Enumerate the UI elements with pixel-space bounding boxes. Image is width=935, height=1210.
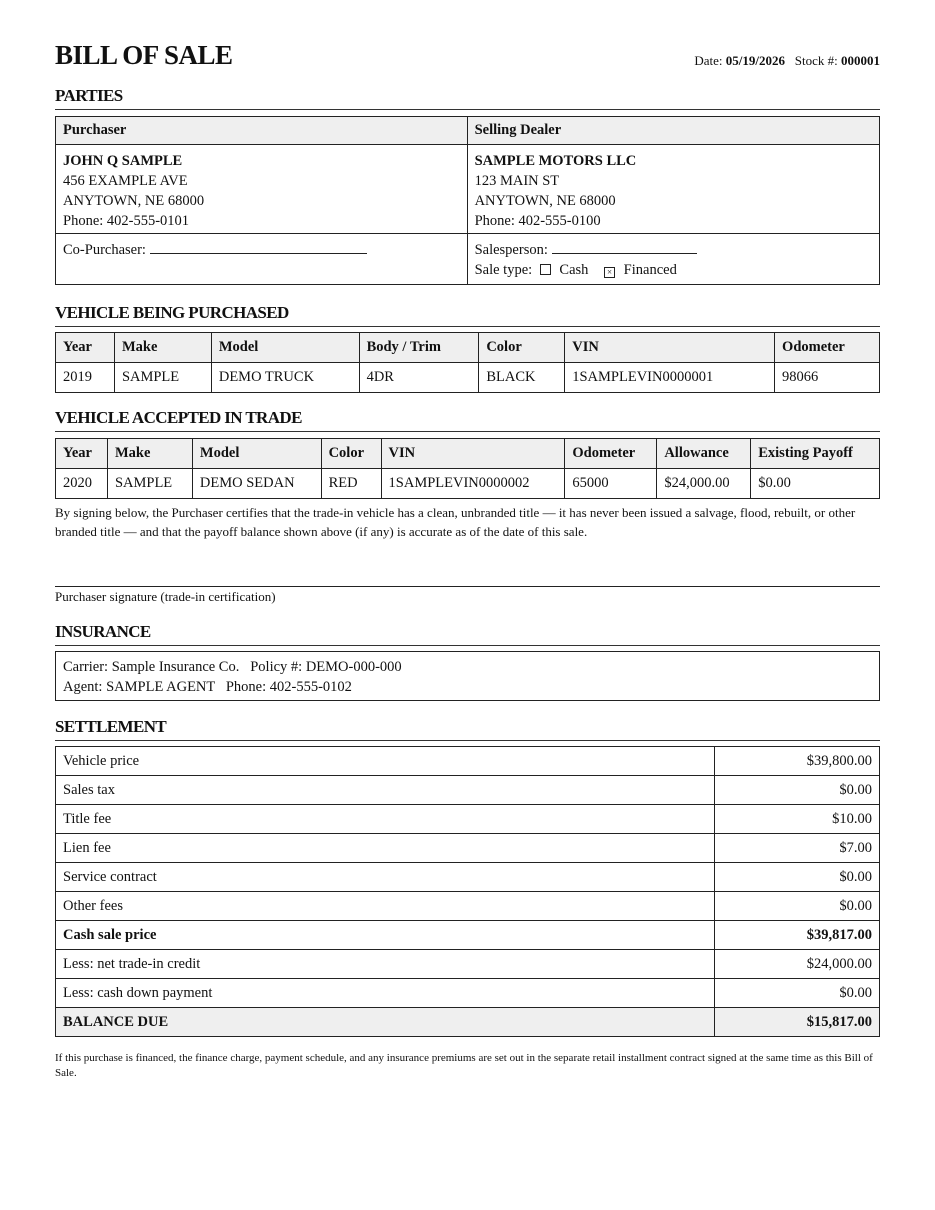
trade-col-odometer: Odometer [565, 439, 657, 469]
vehicle-col-body: Body / Trim [359, 333, 479, 363]
trade-vin: 1SAMPLEVIN0000002 [381, 469, 565, 499]
trade-odometer: 65000 [565, 469, 657, 499]
dealer-phone: Phone: 402-555-0100 [474, 213, 601, 229]
cash-checkbox[interactable] [540, 264, 551, 275]
settlement-row [56, 892, 880, 921]
page-title: BILL OF SALE [55, 40, 233, 70]
settlement-amount: $7.00 [715, 834, 880, 863]
vehicle-vin: 1SAMPLEVIN0000001 [565, 363, 775, 393]
settlement-row [56, 834, 880, 863]
purchaser-phone: Phone: 402-555-0101 [63, 213, 190, 229]
settlement-row [56, 950, 880, 979]
sale-type-label: Sale type: [474, 262, 533, 278]
dealer-city: ANYTOWN, NE 68000 [474, 193, 616, 209]
settlement-amount: $39,800.00 [715, 747, 880, 776]
trade-heading: VEHICLE ACCEPTED IN TRADE [55, 408, 880, 432]
insurance-agent-line: Agent: SAMPLE AGENT Phone: 402-555-0102 [63, 679, 352, 695]
vehicle-col-color: Color [479, 333, 565, 363]
purchaser-city: ANYTOWN, NE 68000 [63, 193, 205, 209]
vehicle-col-odometer: Odometer [775, 333, 880, 363]
document-meta [694, 53, 880, 69]
cash-sale-price-row [56, 921, 880, 950]
salesperson-label: Salesperson: [474, 242, 548, 258]
settlement-amount: $0.00 [715, 776, 880, 805]
cash-label: Cash [559, 262, 589, 278]
vehicle-col-model: Model [211, 333, 359, 363]
stock-value: 000001 [841, 53, 880, 68]
settlement-amount: $0.00 [715, 892, 880, 921]
vehicle-col-make: Make [114, 333, 211, 363]
trade-col-vin: VIN [381, 439, 565, 469]
co-purchaser-field[interactable] [150, 241, 367, 254]
trade-year: 2020 [56, 469, 108, 499]
settlement-row [56, 863, 880, 892]
settlement-label: Cash sale price [56, 921, 715, 950]
trade-table [55, 438, 880, 499]
settlement-amount: $0.00 [715, 979, 880, 1008]
trade-col-model: Model [192, 439, 321, 469]
settlement-amount: $24,000.00 [715, 950, 880, 979]
trade-col-allowance: Allowance [657, 439, 751, 469]
co-purchaser-label: Co-Purchaser: [63, 242, 146, 258]
trade-col-year: Year [56, 439, 108, 469]
trade-payoff: $0.00 [751, 469, 880, 499]
parties-heading: PARTIES [55, 86, 880, 110]
settlement-table [55, 746, 880, 1037]
signature-line[interactable] [55, 586, 880, 587]
settlement-label: Other fees [56, 892, 715, 921]
vehicle-color: BLACK [479, 363, 565, 393]
footer-note: If this purchase is financed, the finance charge, payment schedule, and any insurance premiums are set out in the separate retail installment contract signed at the same time as this Bill of Sale. [55, 1052, 873, 1079]
settlement-row [56, 805, 880, 834]
trade-certification-text: By signing below, the Purchaser certifies that the trade-in vehicle has a clean, unbranded title — it has never been issued a salvage, flood, rebuilt, or other branded title — and that the payoff balance shown above (if any) is accurate as of the date of this sale. [55, 505, 856, 539]
stock-label: Stock #: [794, 53, 838, 68]
vehicle-year: 2019 [56, 363, 115, 393]
dealer-header: Selling Dealer [467, 117, 879, 145]
settlement-row [56, 776, 880, 805]
settlement-amount: $15,817.00 [715, 1008, 880, 1037]
vehicle-heading: VEHICLE BEING PURCHASED [55, 303, 880, 327]
trade-model: DEMO SEDAN [192, 469, 321, 499]
signature-label: Purchaser signature (trade-in certification) [55, 589, 276, 604]
purchaser-address: 456 EXAMPLE AVE [63, 173, 188, 189]
vehicle-body: 4DR [359, 363, 479, 393]
settlement-label: Less: cash down payment [56, 979, 715, 1008]
purchaser-header: Purchaser [56, 117, 468, 145]
settlement-label: Lien fee [56, 834, 715, 863]
trade-col-payoff: Existing Payoff [751, 439, 880, 469]
balance-due-row [56, 1008, 880, 1037]
insurance-carrier-line: Carrier: Sample Insurance Co. Policy #: DEMO-000-000 [63, 659, 402, 675]
date-value: 05/19/2026 [725, 53, 786, 68]
vehicle-table [55, 332, 880, 393]
insurance-box [55, 651, 880, 701]
financed-checkbox[interactable]: × [604, 267, 615, 278]
vehicle-col-vin: VIN [565, 333, 775, 363]
co-purchaser-cell [56, 234, 468, 285]
trade-col-color: Color [321, 439, 381, 469]
vehicle-col-year: Year [56, 333, 115, 363]
settlement-label: Less: net trade-in credit [56, 950, 715, 979]
table-row [56, 363, 880, 393]
trade-color: RED [321, 469, 381, 499]
trade-allowance: $24,000.00 [657, 469, 751, 499]
dealer-info [467, 145, 879, 234]
salesperson-field[interactable] [552, 241, 697, 254]
salesperson-cell [467, 234, 879, 285]
date-label: Date: [694, 53, 723, 68]
insurance-heading: INSURANCE [55, 622, 880, 646]
trade-make: SAMPLE [107, 469, 192, 499]
settlement-heading: SETTLEMENT [55, 717, 880, 741]
settlement-amount: $10.00 [715, 805, 880, 834]
trade-col-make: Make [107, 439, 192, 469]
settlement-label: Vehicle price [56, 747, 715, 776]
settlement-label: Service contract [56, 863, 715, 892]
vehicle-model: DEMO TRUCK [211, 363, 359, 393]
settlement-label: Title fee [56, 805, 715, 834]
settlement-row [56, 747, 880, 776]
vehicle-odometer: 98066 [775, 363, 880, 393]
settlement-amount: $39,817.00 [715, 921, 880, 950]
settlement-label: Sales tax [56, 776, 715, 805]
settlement-label: BALANCE DUE [56, 1008, 715, 1037]
dealer-name: SAMPLE MOTORS LLC [474, 153, 637, 169]
purchaser-name: JOHN Q SAMPLE [63, 153, 183, 169]
settlement-amount: $0.00 [715, 863, 880, 892]
purchaser-info [56, 145, 468, 234]
table-row [56, 469, 880, 499]
settlement-row [56, 979, 880, 1008]
financed-label: Financed [623, 262, 677, 278]
dealer-address: 123 MAIN ST [474, 173, 560, 189]
vehicle-make: SAMPLE [114, 363, 211, 393]
parties-table [55, 116, 880, 285]
